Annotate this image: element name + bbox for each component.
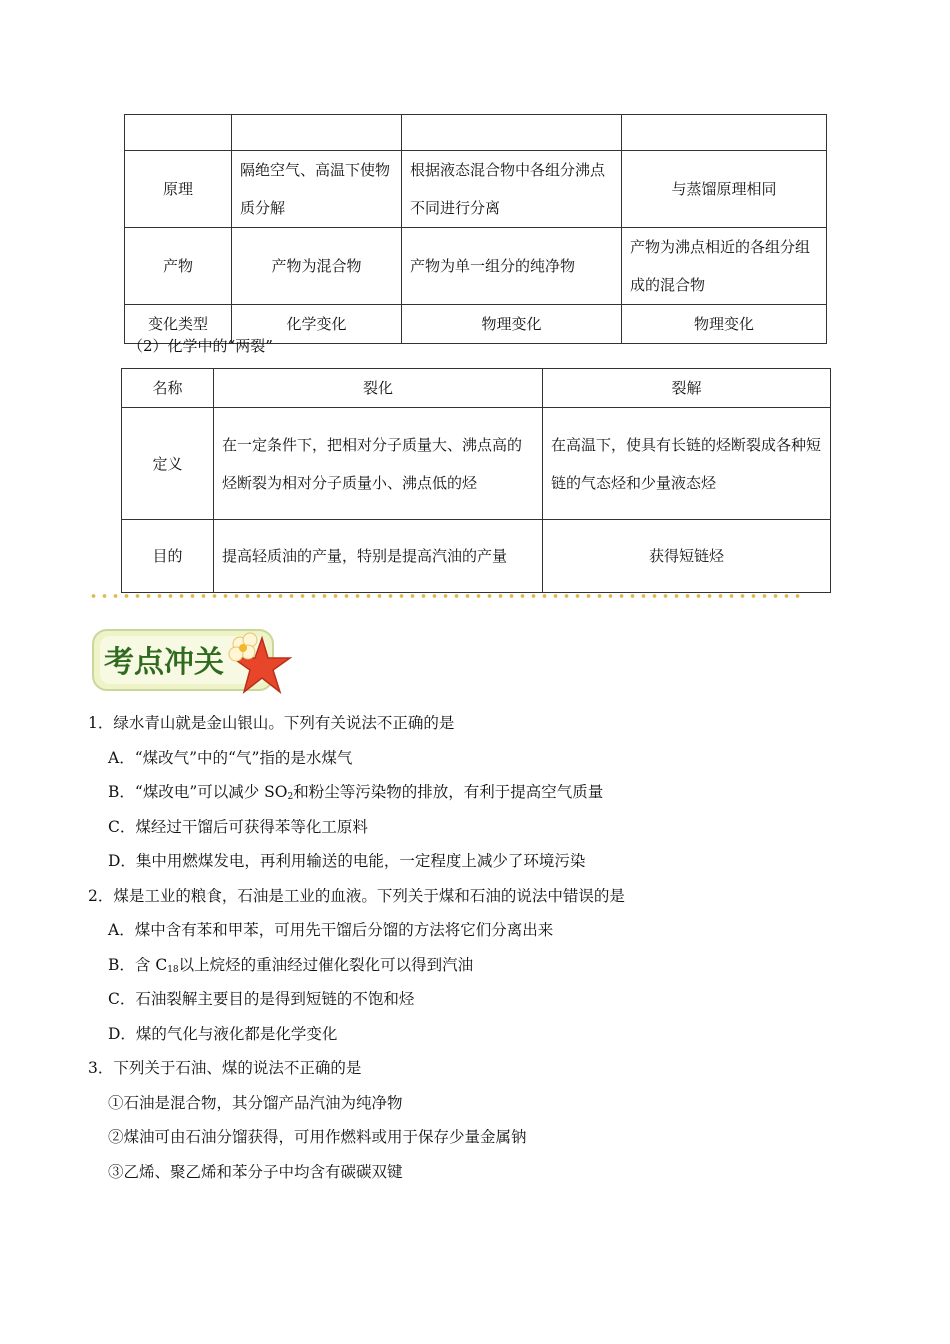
- table-row: [125, 151, 827, 228]
- table-cell: 变化类型: [125, 305, 232, 344]
- question-1-option-c: C．煤经过干馏后可获得苯等化工原料: [108, 818, 368, 836]
- table-cell: 裂化: [214, 369, 543, 408]
- table-cell: 在高温下，使具有长链的烃断裂成各种短链的气态烃和少量液态烃: [543, 408, 831, 520]
- banner-title: 考点冲关: [104, 645, 224, 680]
- question-2-option-c: C．石油裂解主要目的是得到短链的不饱和烃: [108, 990, 415, 1008]
- table-row: [125, 228, 827, 305]
- table-cell: 在一定条件下，把相对分子质量大、沸点高的烃断裂为相对分子质量小、沸点低的烃: [214, 408, 543, 520]
- table-cell: [232, 115, 402, 151]
- table-cell: 定义: [122, 408, 214, 520]
- question-3-stem: 3．下列关于石油、煤的说法不正确的是: [88, 1059, 362, 1077]
- table-cell: 根据液态混合物中各组分沸点不同进行分离: [402, 151, 622, 228]
- dotted-divider: [88, 592, 800, 600]
- table-cell: 物理变化: [402, 305, 622, 344]
- option-text: B．含 C: [108, 956, 168, 974]
- table-cell: 产物为单一组分的纯净物: [402, 228, 622, 305]
- question-3-statement-1: ①石油是混合物，其分馏产品汽油为纯净物: [108, 1094, 403, 1112]
- table-cell: 裂解: [543, 369, 831, 408]
- table-row: [122, 408, 831, 520]
- table-cell: 产物为混合物: [232, 228, 402, 305]
- question-2-option-d: D．煤的气化与液化都是化学变化: [108, 1025, 338, 1043]
- question-2-option-a: A．煤中含有苯和甲苯，可用先干馏后分馏的方法将它们分离出来: [108, 921, 554, 939]
- comparison-table-cracking: [121, 368, 831, 593]
- table-cell: 原理: [125, 151, 232, 228]
- question-1-stem: 1．绿水青山就是金山银山。下列有关说法不正确的是: [88, 714, 455, 732]
- table-row: [125, 115, 827, 151]
- comparison-table-dry-distillation: [124, 114, 827, 344]
- question-2-stem: 2．煤是工业的粮食，石油是工业的血液。下列关于煤和石油的说法中错误的是: [88, 887, 625, 905]
- table-cell: 与蒸馏原理相同: [622, 151, 827, 228]
- table-cell: 获得短链烃: [543, 520, 831, 593]
- table-cell: 化学变化: [232, 305, 402, 344]
- section-banner: [90, 622, 300, 700]
- option-text: 以上烷烃的重油经过催化裂化可以得到汽油: [178, 956, 474, 974]
- table-cell: [402, 115, 622, 151]
- table-cell: 产物为沸点相近的各组分组成的混合物: [622, 228, 827, 305]
- table-cell: [125, 115, 232, 151]
- table-cell: 产物: [125, 228, 232, 305]
- option-text: B．“煤改电”可以减少 SO: [108, 783, 288, 801]
- table-cell: 物理变化: [622, 305, 827, 344]
- table-cell: 目的: [122, 520, 214, 593]
- question-3-statement-3: ③乙烯、聚乙烯和苯分子中均含有碳碳双键: [108, 1163, 403, 1181]
- option-text: 和粉尘等污染物的排放，有利于提高空气质量: [293, 783, 604, 801]
- subscript: 2: [287, 792, 294, 802]
- table-row: [122, 520, 831, 593]
- question-2-option-b: [108, 953, 473, 982]
- table-cell: 隔绝空气、高温下使物质分解: [232, 151, 402, 228]
- question-3-statement-2: ②煤油可由石油分馏获得，可用作燃料或用于保存少量金属钠: [108, 1128, 527, 1146]
- question-1-option-b: [108, 780, 603, 809]
- question-1-option-d: D．集中用燃煤发电，再利用输送的电能，一定程度上减少了环境污染: [108, 852, 586, 870]
- table-cell: [622, 115, 827, 151]
- table-row: [122, 369, 831, 408]
- section-caption: （2）化学中的“两裂”: [128, 337, 273, 355]
- subscript: 18: [167, 965, 179, 975]
- table-cell: 提高轻质油的产量，特别是提高汽油的产量: [214, 520, 543, 593]
- question-1-option-a: A．“煤改气”中的“气”指的是水煤气: [108, 749, 353, 767]
- table-cell: 名称: [122, 369, 214, 408]
